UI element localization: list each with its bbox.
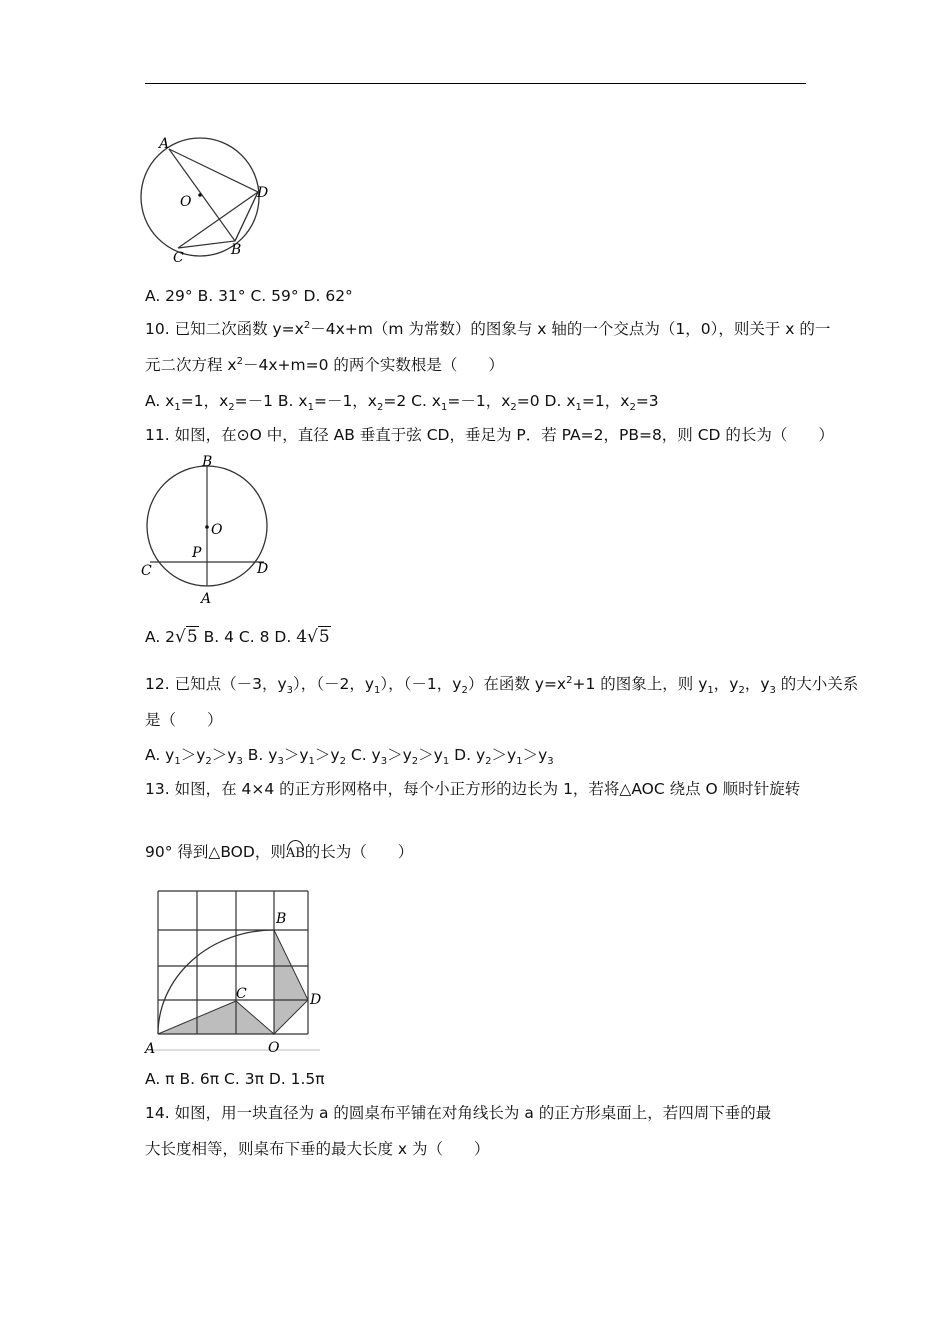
q12-stem-line1: 12. 已知点（－3，$y_3$），（－2，$y_1$），（－1，$y_2$）在函数 $y=x^2+1$ 的图象上，则 $y_1$，$y_2$，$y_3$ 的大小关系 xyxy=(145,674,859,697)
q13-label-d: D xyxy=(310,992,322,1008)
q11-options: A. 2√5 B. 4 C. 8 D. 4√5 xyxy=(145,627,330,647)
q9-label-b: B xyxy=(231,242,242,258)
q9-label-d: D xyxy=(257,185,269,201)
q13-label-b: B xyxy=(276,911,287,927)
q13-label-o: O xyxy=(268,1040,280,1056)
q11-stem: 11. 如图，在⊙O 中，直径 AB 垂直于弦 CD，垂足为 P．若 PA=2，PB=8，则 CD 的长为（ ） xyxy=(145,426,834,444)
q13-stem-line2: 90° 得到△BOD，则AB的长为（ ） xyxy=(145,840,413,864)
arc-ab-symbol: AB xyxy=(286,840,305,864)
q13-grid-figure xyxy=(140,886,330,1056)
header-rule xyxy=(145,83,806,84)
q9-label-c: C xyxy=(173,250,184,266)
q13-label-a: A xyxy=(145,1041,156,1056)
q9-label-a: A xyxy=(159,136,170,152)
q9-circle-figure xyxy=(138,128,278,268)
q11-sqrt-d: 4√5 xyxy=(296,627,330,647)
q9-label-o: O xyxy=(180,194,192,210)
q12-stem-line2: 是（ ） xyxy=(145,711,223,729)
q14-stem-line2: 大长度相等，则桌布下垂的最大长度 x 为（ ） xyxy=(145,1140,490,1158)
q13-options: A. π B. 6π C. 3π D. 1.5π xyxy=(145,1070,325,1088)
q11-label-a: A xyxy=(201,591,212,607)
q12-options: A. $y_1>y_2>y_3$ B. $y_3>y_1>y_2$ C. $y_3>y_2>y_1$ D. $y_2>y_1>y_3$ xyxy=(145,746,554,768)
q11-label-p: P xyxy=(192,545,202,561)
q14-stem-line1: 14. 如图，用一块直径为 a 的圆桌布平铺在对角线长为 a 的正方形桌面上，若四周下垂的最 xyxy=(145,1104,772,1122)
q10-stem-line1: 10. 已知二次函数 $y=x^2-4x+m(m$ 为常数）的图象与 x 轴的一个交点为（1，0），则关于 x 的一 xyxy=(145,319,831,338)
q11-sqrt-a: √5 xyxy=(175,627,198,647)
q11-label-c: C xyxy=(141,563,152,579)
q9-options: A. 29° B. 31° C. 59° D. 62° xyxy=(145,287,353,305)
q11-label-o: O xyxy=(211,522,223,538)
q13-stem-line1: 13. 如图，在 4×4 的正方形网格中，每个小正方形的边长为 1，若将△AOC 绕点 O 顺时针旋转 xyxy=(145,780,801,798)
q10-options: A. $x_1=1$，$x_2=-1$ B. $x_1=-1$，$x_2=2$ C. $x_1=-1$，$x_2=0$ D. $x_1=1$，$x_2=3$ xyxy=(145,392,659,414)
q11-circle-figure xyxy=(138,452,278,608)
q11-label-b: B xyxy=(202,454,213,470)
q10-stem-line2: 元二次方程 $x^2-4x+m=0$ 的两个实数根是（ ） xyxy=(145,355,504,374)
q11-label-d: D xyxy=(257,561,269,577)
q13-label-c: C xyxy=(236,986,247,1002)
